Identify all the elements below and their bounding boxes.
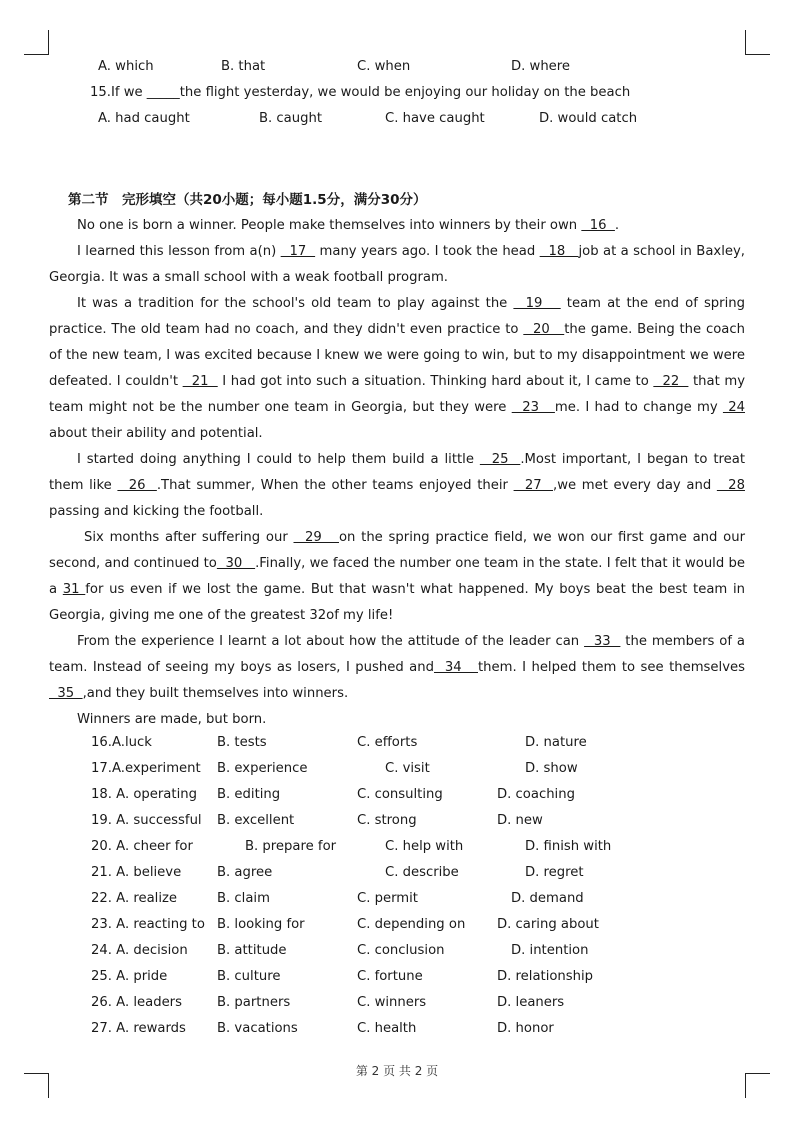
answer-blank: 22 xyxy=(653,374,689,389)
option-c: C. conclusion xyxy=(357,943,445,958)
option-a: 19. A. successful xyxy=(91,813,202,828)
option-c: C. depending on xyxy=(357,917,466,932)
answer-blank: 17 xyxy=(280,244,316,259)
option-b: B. vacations xyxy=(217,1021,298,1036)
option-b: B. prepare for xyxy=(245,839,337,854)
option-d: D. nature xyxy=(525,735,587,750)
option-b: B. culture xyxy=(217,969,281,984)
option-d: D. honor xyxy=(497,1021,554,1036)
passage-text: No one is born a winner. People make themselves into winners by their own xyxy=(77,218,582,233)
passage-text: .Most important, I began to treat them like xyxy=(49,452,745,493)
option-d: D. would catch xyxy=(539,111,638,126)
passage-text: job at a school in Baxley, Georgia. It was a small school with a weak football program. xyxy=(49,244,745,285)
option-d: D. regret xyxy=(525,865,584,880)
option-c: C. help with xyxy=(385,839,464,854)
option-row xyxy=(0,969,794,987)
passage-text: Winners are made, but born. xyxy=(77,712,267,727)
option-a: 21. A. believe xyxy=(91,865,182,880)
option-a: A. had caught xyxy=(98,111,190,126)
option-d: D. leaners xyxy=(497,995,565,1010)
option-c: C. describe xyxy=(385,865,459,880)
q15-options xyxy=(0,111,794,129)
passage-text: many years ago. I took the head xyxy=(315,244,540,259)
option-a: A. which xyxy=(98,59,154,74)
option-a: 27. A. rewards xyxy=(91,1021,186,1036)
option-d: D. intention xyxy=(511,943,589,958)
option-b: B. agree xyxy=(217,865,273,880)
passage-text: Six months after suffering our xyxy=(84,530,294,545)
option-b: B. tests xyxy=(217,735,267,750)
answer-blank: 27 xyxy=(513,478,553,493)
option-a: 24. A. decision xyxy=(91,943,188,958)
option-b: B. partners xyxy=(217,995,291,1010)
passage-text: ,and they built themselves into winners. xyxy=(82,686,349,701)
passage-text: .Finally, we faced the number one team in the state. I felt that it would be a xyxy=(49,556,745,597)
passage-text: the members of a team. Instead of seeing my boys as losers, I pushed and xyxy=(49,634,745,675)
answer-blank: 30 xyxy=(216,556,256,571)
passage-text: team at the end of spring practice. The old team had no coach, and they didn't even practice to xyxy=(49,296,745,337)
option-c: C. health xyxy=(357,1021,417,1036)
passage-text: them. I helped them to see themselves xyxy=(478,660,745,675)
answer-blank: 25 xyxy=(479,452,521,467)
q14-options xyxy=(0,59,794,77)
option-d: D. caring about xyxy=(497,917,599,932)
passage-text: From the experience I learnt a lot about how the attitude of the leader can xyxy=(77,634,585,649)
option-d: D. relationship xyxy=(497,969,594,984)
passage-text: that my team might not be the number one team in Georgia, but they were xyxy=(49,374,745,415)
passage-text: I learned this lesson from a(n) xyxy=(77,244,281,259)
option-row xyxy=(0,1021,794,1039)
answer-blank: 19 xyxy=(513,296,561,311)
option-b: B. caught xyxy=(259,111,323,126)
option-b: B. looking for xyxy=(217,917,305,932)
passage-text: passing and kicking the football. xyxy=(49,504,264,519)
passage-text: for us even if we lost the game. But that wasn't what happened. My boys beat the best team in Georgia, giving me one of the greatest 32of my life! xyxy=(49,582,745,623)
option-b: B. claim xyxy=(217,891,270,906)
option-b: B. editing xyxy=(217,787,281,802)
option-c: C. permit xyxy=(357,891,418,906)
option-a: 18. A. operating xyxy=(91,787,197,802)
passage-text: ,we met every day and xyxy=(553,478,717,493)
option-c: C. have caught xyxy=(385,111,485,126)
option-row xyxy=(0,813,794,831)
option-row xyxy=(0,761,794,779)
option-c: C. winners xyxy=(357,995,427,1010)
crop-mark-top-left xyxy=(24,30,49,55)
option-b: B. attitude xyxy=(217,943,287,958)
option-d: D. demand xyxy=(511,891,584,906)
answer-blank: 23 xyxy=(511,400,555,415)
passage-text: about their ability and potential. xyxy=(49,426,263,441)
answer-blank: 35 xyxy=(49,686,83,701)
answer-blank: 24 xyxy=(722,400,745,415)
answer-blank: 29 xyxy=(293,530,339,545)
answer-blank: 18 xyxy=(539,244,579,259)
option-a: 17.A.experiment xyxy=(91,761,201,776)
passage-paragraph xyxy=(49,707,745,733)
option-row xyxy=(0,865,794,883)
option-row xyxy=(0,735,794,753)
answer-blank: 33 xyxy=(584,634,621,649)
passage-paragraph xyxy=(49,239,745,291)
option-b: B. that xyxy=(221,59,266,74)
answer-blank: 31 xyxy=(62,582,86,597)
passage-text: the game. Being the coach of the new team, I was excited because I knew we were going to win, but to my disappointment we were defeated. I couldn't xyxy=(49,322,745,389)
passage-text: . xyxy=(614,218,620,233)
option-a: 25. A. pride xyxy=(91,969,168,984)
passage-text: I had got into such a situation. Thinking hard about it, I came to xyxy=(217,374,654,389)
option-d: D. new xyxy=(497,813,543,828)
passage-text: me. I had to change my xyxy=(554,400,723,415)
option-b: B. experience xyxy=(217,761,308,776)
option-a: 26. A. leaders xyxy=(91,995,182,1010)
option-b: B. excellent xyxy=(217,813,295,828)
option-c: C. consulting xyxy=(357,787,443,802)
passage-paragraph xyxy=(49,629,745,707)
option-row xyxy=(0,943,794,961)
cloze-passage xyxy=(49,213,745,733)
passage-text: .That summer, When the other teams enjoyed their xyxy=(156,478,514,493)
option-a: 16.A.luck xyxy=(91,735,152,750)
option-row xyxy=(0,891,794,909)
option-d: D. where xyxy=(511,59,571,74)
option-a: 22. A. realize xyxy=(91,891,178,906)
passage-text: on the spring practice field, we won our first game and our second, and continued to xyxy=(49,530,745,571)
passage-paragraph xyxy=(49,291,745,447)
option-a: 23. A. reacting to xyxy=(91,917,205,932)
option-c: C. strong xyxy=(357,813,417,828)
option-d: D. finish with xyxy=(525,839,612,854)
option-row xyxy=(0,839,794,857)
answer-blank: 26 xyxy=(117,478,157,493)
passage-text: It was a tradition for the school's old team to play against the xyxy=(77,296,514,311)
page-footer: 第 2 页 共 2 页 xyxy=(355,1064,439,1078)
answer-blank: 28 xyxy=(716,478,745,493)
passage-text: I started doing anything I could to help them build a little xyxy=(77,452,480,467)
option-c: C. efforts xyxy=(357,735,418,750)
option-c: C. fortune xyxy=(357,969,423,984)
option-row xyxy=(0,917,794,935)
option-row xyxy=(0,995,794,1013)
question-15-stem: 15.If we _____the flight yesterday, we would be enjoying our holiday on the beach xyxy=(90,85,631,100)
passage-paragraph xyxy=(49,213,745,239)
answer-blank: 20 xyxy=(523,322,565,337)
option-a: 20. A. cheer for xyxy=(91,839,193,854)
answer-blank: 21 xyxy=(182,374,218,389)
option-c: C. when xyxy=(357,59,411,74)
option-row xyxy=(0,787,794,805)
option-c: C. visit xyxy=(385,761,430,776)
answer-blank: 16 xyxy=(581,218,615,233)
passage-paragraph xyxy=(49,447,745,525)
option-d: D. coaching xyxy=(497,787,575,802)
answer-blank: 34 xyxy=(433,660,478,675)
crop-mark-top-right xyxy=(745,30,770,55)
section-title: 第二节 完形填空（共20小题；每小题1.5分，满分30分） xyxy=(68,192,427,208)
option-d: D. show xyxy=(525,761,578,776)
passage-paragraph xyxy=(49,525,745,629)
